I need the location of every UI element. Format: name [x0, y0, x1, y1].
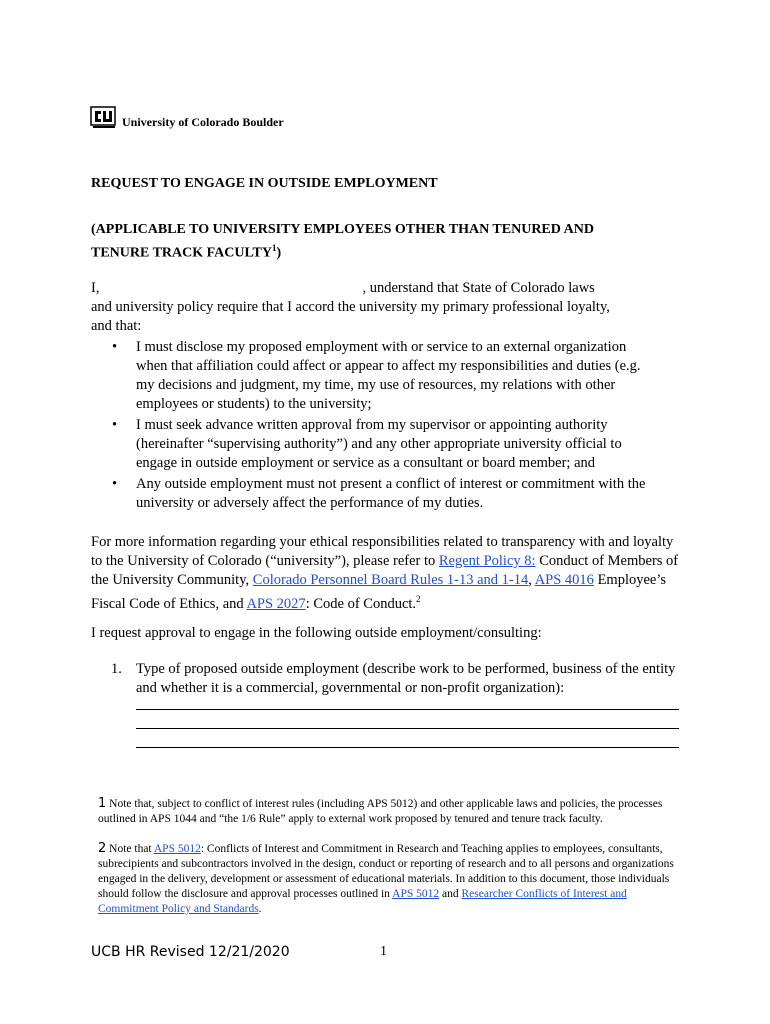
footnote-2-text-2: : Conflicts of Interest and Commitment in Research and Teaching applies to employees, consultants, subrecipients and subcontractors involved in the design, conduct or reporting of research and to all persons and organizations engaged in the delivery, development or assessment of educational materials. In addition to this document, those individuals should follow the disclosure and approval processes outlined in — [98, 843, 674, 900]
cu-logo-icon — [90, 106, 118, 130]
intro-prefix: I, — [91, 280, 100, 296]
info-text-5: : Code of Conduct. — [305, 595, 417, 612]
answer-line[interactable] — [136, 709, 679, 710]
request-statement: I request approval to engage in the following outside employment/consulting: — [91, 625, 542, 641]
footnote-2-text-3: and — [439, 888, 462, 900]
info-text-4: Employee’s Fiscal Code of Ethics, and — [91, 572, 667, 612]
list-item-text: Any outside employment must not present a conflict of interest or commitment with the university or adversely affect the performance of my duties. — [136, 476, 646, 511]
intro-suffix: , understand that State of Colorado laws — [362, 280, 595, 296]
footnote-1 — [98, 796, 688, 827]
university-name: University of Colorado Boulder — [122, 115, 284, 129]
question-text: Type of proposed outside employment (describe work to be performed, business of the entity and whether it is a commercial, governmental or non-profit organization): — [136, 661, 676, 696]
footnote-2-text-4: . — [258, 903, 262, 915]
list-item — [91, 416, 651, 473]
aps-2027-link[interactable]: APS 2027 — [246, 595, 306, 612]
answer-line[interactable] — [136, 728, 679, 729]
list-item-text: I must seek advance written approval from my supervisor or appointing authority (hereinafter “supervising authority”) and any other appropriate university official to engage in outside employment or service as a consultant or board member; and — [136, 417, 622, 471]
aps-5012-link[interactable]: APS 5012 — [153, 843, 201, 855]
document-subtitle — [91, 220, 594, 263]
bullet-icon: • — [112, 339, 118, 355]
info-footnote-ref: 2 — [416, 594, 421, 604]
intro-line2: and university policy require that I accord the university my primary professional loyalty, — [91, 299, 610, 315]
info-text-3: , — [528, 572, 535, 588]
list-item-text: I must disclose my proposed employment with or service to an external organization when that affiliation could affect or appear to affect my responsibilities and duties (e.g. my decisions and judgment, my time, my use of resources, my relations with other employees or students) to the university; — [136, 339, 641, 412]
footnote-1-text: Note that, subject to conflict of interest rules (including APS 5012) and other applicable laws and policies, the processes outlined in APS 1044 and “the 1/6 Rule” apply to external work proposed by tenured and tenure track faculty. — [98, 798, 663, 825]
info-text-2: Conduct of Members of the University Community, — [91, 553, 679, 588]
obligations-list — [91, 338, 651, 515]
personnel-board-rules-link[interactable]: Colorado Personnel Board Rules 1-13 and 1-14 — [252, 572, 529, 588]
subtitle-close: ) — [276, 245, 282, 261]
revision-note: UCB HR Revised 12/21/2020 — [91, 944, 290, 960]
info-text-1: For more information regarding your ethical responsibilities related to transparency with and loyalty to the University of Colorado (“university”), please refer to — [91, 534, 674, 569]
document-title: REQUEST TO ENGAGE IN OUTSIDE EMPLOYMENT — [91, 176, 438, 191]
info-paragraph — [91, 533, 681, 614]
subtitle-line2: TENURE TRACK FACULTY — [91, 245, 272, 261]
intro-paragraph — [91, 279, 691, 336]
bullet-icon: • — [112, 417, 118, 433]
footnote-2-text-1: Note that — [106, 843, 154, 855]
footnote-2 — [98, 841, 688, 917]
aps-5012-link-2[interactable]: APS 5012 — [392, 888, 440, 900]
question-item — [91, 660, 691, 700]
page-number: 1 — [380, 944, 387, 959]
regent-policy-link[interactable]: Regent Policy 8: — [438, 553, 536, 569]
bullet-icon: • — [112, 476, 118, 492]
subtitle-line1: (APPLICABLE TO UNIVERSITY EMPLOYEES OTHER THAN TENURED AND — [91, 222, 594, 237]
footnote-2-number: 2 — [98, 841, 107, 856]
footnote-1-number: 1 — [98, 796, 107, 811]
aps-4016-link[interactable]: APS 4016 — [534, 572, 594, 588]
answer-line[interactable] — [136, 747, 679, 748]
intro-line3: and that: — [91, 318, 142, 334]
list-item — [91, 475, 651, 513]
list-item — [91, 338, 651, 414]
subtitle-footnote-ref: 1 — [272, 243, 277, 253]
question-number: 1. — [111, 661, 122, 677]
researcher-coi-policy-link[interactable]: Researcher Conflicts of Interest and Commitment Policy and Standards — [98, 888, 627, 915]
header — [90, 104, 284, 130]
